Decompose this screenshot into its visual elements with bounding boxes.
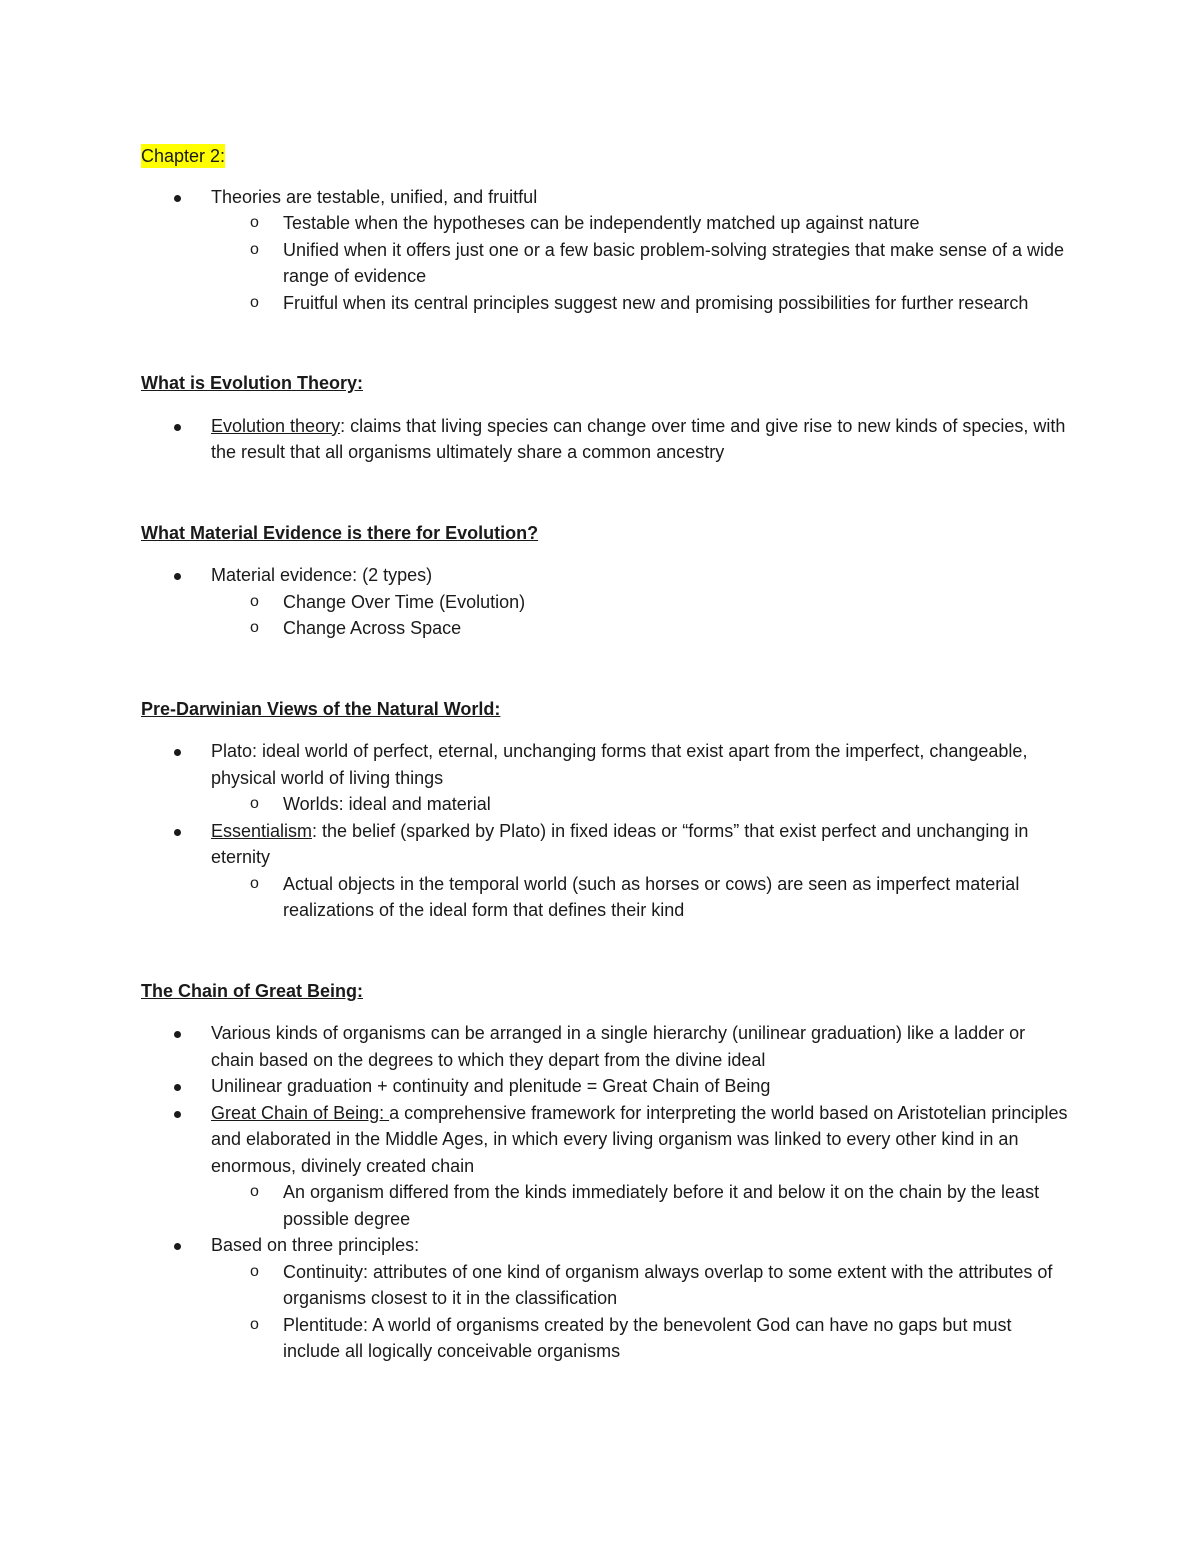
section-heading: What Material Evidence is there for Evolution? [141, 522, 539, 543]
bullet-icon [174, 749, 181, 756]
pre-darwinian-list [141, 738, 1071, 924]
list-item [141, 1100, 1071, 1233]
material-evidence-list [141, 562, 1071, 642]
list-item [141, 413, 1071, 466]
circle-bullet-icon: o [250, 1315, 259, 1333]
bullet-icon [174, 1084, 181, 1091]
definition-text: : claims that living species can change over time and give rise to new kinds of species, with the result that all organisms ultimately share a common ancestry [211, 415, 1066, 462]
bullet-icon [174, 1031, 181, 1038]
term: Essentialism [211, 820, 313, 841]
sub-list-item [211, 791, 1071, 818]
bullet-icon [174, 1243, 181, 1250]
circle-bullet-icon: o [250, 1183, 259, 1200]
term: Evolution theory [211, 415, 341, 436]
sub-list-item [211, 1179, 1071, 1232]
sub-list-item-text: Worlds: ideal and material [283, 794, 491, 814]
circle-bullet-icon: o [250, 874, 259, 892]
sub-list-item-text: An organism differed from the kinds immediately before it and below it on the chain by the least possible degree [283, 1182, 1040, 1229]
bullet-icon [174, 424, 181, 431]
sub-list-item-text: Continuity: attributes of one kind of organism always overlap to some extent with the attributes of organisms closest to it in the classification [283, 1261, 1053, 1308]
chapter-title: Chapter 2: [141, 146, 226, 166]
sub-list-item-text: Plentitude: A world of organisms created by the benevolent God can have no gaps but must include all logically conceivable organisms [283, 1314, 1012, 1361]
definition-text: a comprehensive framework for interpreting the world based on Aristotelian principles and elaborated in the Middle Ages, in which every living organism was linked to every other kind in an enormous, divinely created chain [211, 1102, 1068, 1176]
circle-bullet-icon: o [250, 795, 259, 812]
list-item [141, 1232, 1071, 1365]
term: Great Chain of Being: [211, 1102, 390, 1123]
circle-bullet-icon: o [250, 592, 259, 610]
sub-list-item-text: Change Over Time (Evolution) [283, 591, 526, 612]
sub-list-item [211, 290, 1071, 317]
list-item [141, 1020, 1071, 1073]
bullet-icon [174, 1111, 181, 1118]
theories-list [141, 184, 1071, 317]
circle-bullet-icon: o [250, 240, 259, 258]
list-item-text: Various kinds of organisms can be arranged in a single hierarchy (unilinear graduation) like a ladder or chain based on the degrees to which they depart from the divine ideal [211, 1023, 1026, 1070]
section-heading: Pre-Darwinian Views of the Natural World: [141, 698, 501, 719]
chain-of-being-list [141, 1020, 1071, 1365]
sub-list-item-text: Unified when it offers just one or a few basic problem-solving strategies that make sense of a wide range of evidence [283, 239, 1065, 286]
sub-list-item-text: Fruitful when its central principles suggest new and promising possibilities for further research [283, 292, 1029, 313]
circle-bullet-icon: o [250, 619, 259, 636]
sub-list-item [211, 210, 1071, 237]
list-item [141, 1073, 1071, 1100]
bullet-icon [174, 573, 181, 580]
sub-list-item [211, 237, 1071, 290]
list-item [141, 738, 1071, 818]
evolution-list [141, 413, 1071, 466]
sub-list-item-text: Testable when the hypotheses can be independently matched up against nature [283, 213, 920, 233]
definition-text: : the belief (sparked by Plato) in fixed ideas or “forms” that exist perfect and unchanging in eternity [211, 820, 1029, 867]
sub-list-item-text: Actual objects in the temporal world (such as horses or cows) are seen as imperfect material realizations of the ideal form that defines their kind [283, 873, 1020, 920]
list-item-text: Based on three principles: [211, 1235, 420, 1255]
section-heading: The Chain of Great Being: [141, 980, 364, 1001]
document-content [141, 143, 1071, 1365]
list-item [141, 562, 1071, 642]
circle-bullet-icon: o [250, 214, 259, 231]
circle-bullet-icon: o [250, 293, 259, 311]
sub-list-item [211, 615, 1071, 642]
sub-list-item [211, 871, 1071, 924]
circle-bullet-icon: o [250, 1262, 259, 1280]
list-item-text: Plato: ideal world of perfect, eternal, unchanging forms that exist apart from the imperfect, changeable, physical world of living things [211, 741, 1028, 788]
bullet-icon [174, 829, 181, 836]
sub-list-item-text: Change Across Space [283, 618, 462, 638]
sub-list-item [211, 589, 1071, 616]
list-item-text: Material evidence: (2 types) [211, 565, 433, 585]
section-heading: What is Evolution Theory: [141, 373, 364, 393]
list-item [141, 818, 1071, 924]
list-item-text: Unilinear graduation + continuity and plenitude = Great Chain of Being [211, 1076, 771, 1096]
sub-list-item [211, 1259, 1071, 1312]
bullet-icon [174, 195, 181, 202]
sub-list-item [211, 1312, 1071, 1365]
list-item-text: Theories are testable, unified, and fruitful [211, 186, 538, 207]
list-item [141, 184, 1071, 317]
